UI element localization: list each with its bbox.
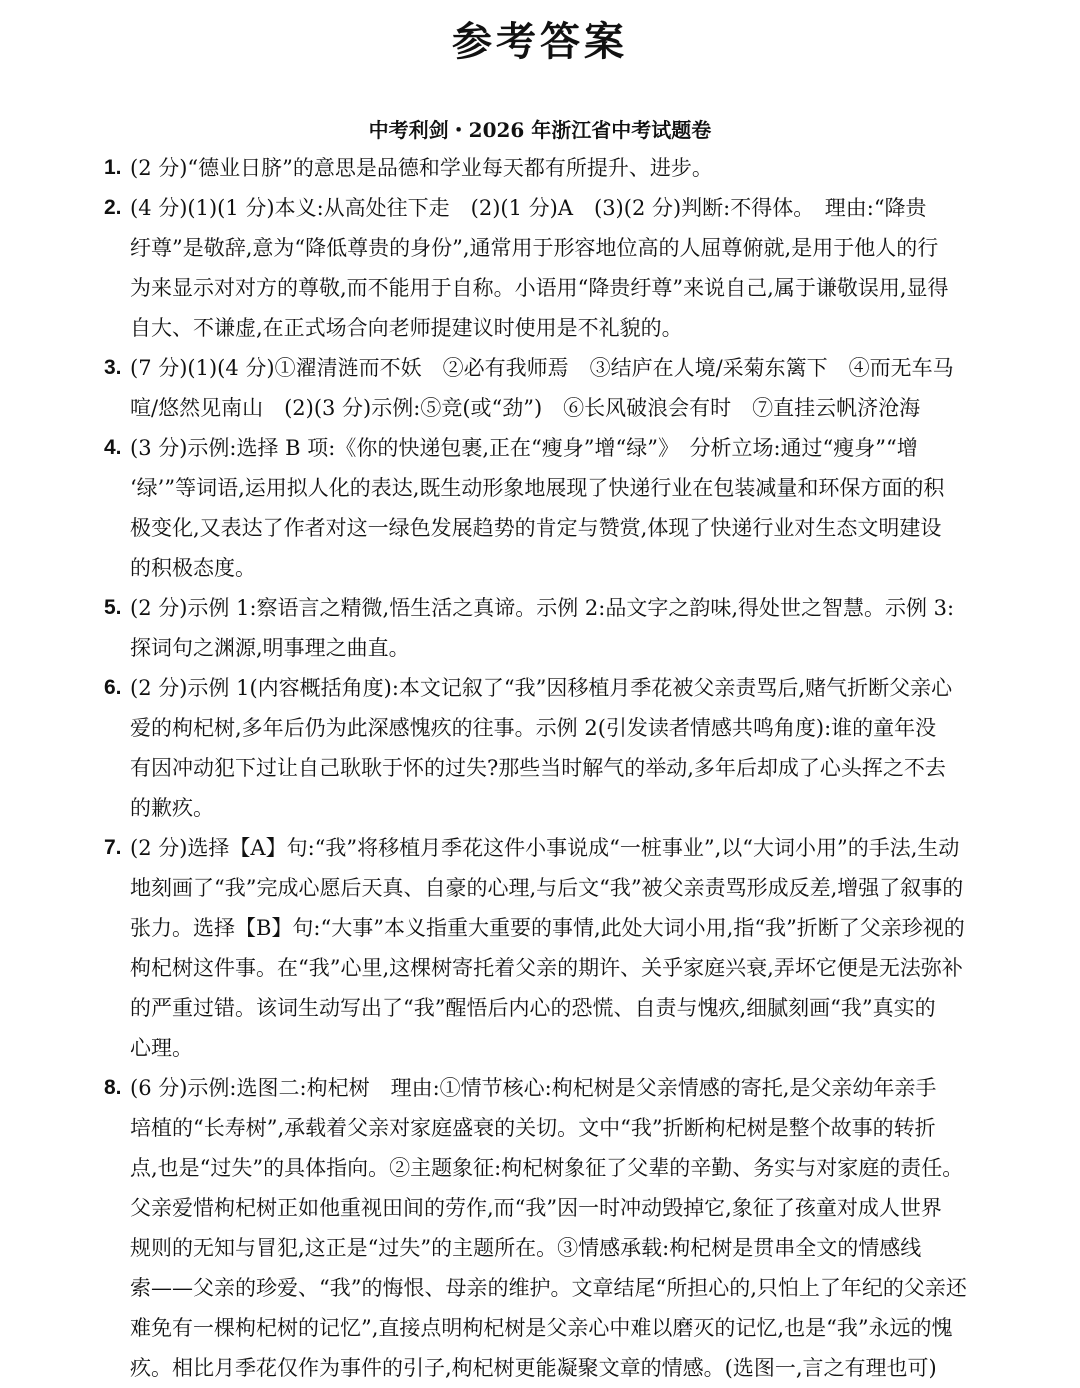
answer-text-line: 的积极态度。	[130, 556, 256, 580]
page-title: 参考答案	[452, 18, 628, 65]
answer-text-line: 探词句之渊源,明事理之曲直。	[130, 636, 410, 660]
answer-text-line: 索——父亲的珍爱、“我”的悔恨、母亲的维护。文章结尾“所担心的,只怕上了年纪的父亲还	[130, 1276, 967, 1300]
answer-text-line: (6 分)示例:选图二:枸杞树 理由:①情节核心:枸杞树是父亲情感的寄托,是父亲幼年亲手	[130, 1076, 937, 1100]
answer-text-line: 极变化,又表达了作者对这一绿色发展趋势的肯定与赞赏,体现了快递行业对生态文明建设	[130, 516, 942, 540]
answer-text-line: 喧/悠然见南山 (2)(3 分)示例:⑤竞(或“劲”) ⑥长风破浪会有时 ⑦直挂云帆济沧海	[130, 396, 921, 420]
answer-item	[0, 668, 1080, 828]
answer-item	[0, 428, 1080, 588]
answer-text-line: 疚。相比月季花仅作为事件的引子,枸杞树更能凝聚文章的情感。(选图一,言之有理也可)	[130, 1356, 937, 1380]
answer-text-line: (2 分)示例 1(内容概括角度):本文记叙了“我”因移植月季花被父亲责骂后,赌气折断父亲心	[130, 676, 953, 700]
answer-text-line: 自大、不谦虚,在正式场合向老师提建议时使用是不礼貌的。	[130, 316, 683, 340]
answer-text-line: 的严重过错。该词生动写出了“我”醒悟后内心的恐慌、自责与愧疚,细腻刻画“我”真实的	[130, 996, 936, 1020]
answer-number: 4.	[104, 436, 122, 459]
answer-text-line: (2 分)示例 1:察语言之精微,悟生活之真谛。示例 2:品文字之韵味,得处世之智慧。示例 3:	[130, 596, 955, 620]
answer-text-line: 的歉疚。	[130, 796, 214, 820]
answer-text-line: 张力。选择【B】句:“大事”本义指重大重要的事情,此处大词小用,指“我”折断了父亲珍视的	[130, 916, 965, 940]
answer-text-line: 有因冲动犯下过让自己耿耿于怀的过失?那些当时解气的举动,多年后却成了心头挥之不去	[130, 756, 946, 780]
answer-number: 5.	[104, 596, 122, 619]
answer-number: 3.	[104, 356, 122, 379]
answer-number: 1.	[104, 156, 122, 179]
answer-text-line: (4 分)(1)(1 分)本义:从高处往下走 (2)(1 分)A (3)(2 分)判断:不得体。 理由:“降贵	[130, 196, 927, 220]
page-subtitle: 中考利剑・2026 年浙江省中考试题卷	[368, 118, 712, 142]
answer-text-line: (2 分)“德业日脐”的意思是品德和学业每天都有所提升、进步。	[130, 156, 713, 180]
answer-text-line: 纡尊”是敬辞,意为“降低尊贵的身份”,通常用于形容地位高的人屈尊俯就,是用于他人的行	[130, 236, 939, 260]
answer-text-line: 父亲爱惜枸杞树正如他重视田间的劳作,而“我”因一时冲动毁掉它,象征了孩童对成人世界	[130, 1196, 942, 1220]
answer-text-line: 点,也是“过失”的具体指向。②主题象征:枸杞树象征了父辈的辛勤、务实与对家庭的责任。	[130, 1156, 964, 1180]
answer-text-line: 规则的无知与冒犯,这正是“过失”的主题所在。③情感承载:枸杞树是贯串全文的情感线	[130, 1236, 922, 1260]
answer-item	[0, 348, 1080, 428]
answer-item	[0, 148, 1080, 188]
answer-list	[0, 148, 1080, 1388]
answer-item	[0, 828, 1080, 1068]
answer-text-line: 地刻画了“我”完成心愿后天真、自豪的心理,与后文“我”被父亲责骂形成反差,增强了叙事的	[130, 876, 964, 900]
answer-text-line: 为来显示对对方的尊敬,而不能用于自称。小语用“降贵纡尊”来说自己,属于谦敬误用,显得	[130, 276, 949, 300]
answer-number: 6.	[104, 676, 122, 699]
answer-text-line: 枸杞树这件事。在“我”心里,这棵树寄托着父亲的期许、关乎家庭兴衰,弄坏它便是无法弥补	[130, 956, 963, 980]
answer-text-line: 爱的枸杞树,多年后仍为此深感愧疚的往事。示例 2(引发读者情感共鸣角度):谁的童年没	[130, 716, 937, 740]
answer-text-line: (3 分)示例:选择 B 项:《你的快递包裹,正在“瘦身”增“绿”》 分析立场:通过“瘦身”“增	[130, 436, 918, 460]
answer-number: 2.	[104, 196, 122, 219]
answer-item	[0, 588, 1080, 668]
answer-text-line: ‘绿’”等词语,运用拟人化的表达,既生动形象地展现了快递行业在包装减量和环保方面的积	[130, 476, 945, 500]
answer-text-line: 培植的“长寿树”,承载着父亲对家庭盛衰的关切。文中“我”折断枸杞树是整个故事的转折	[130, 1116, 936, 1140]
answer-text-line: (2 分)选择【A】句:“我”将移植月季花这件小事说成“一桩事业”,以“大词小用”的手法,生动	[130, 836, 960, 860]
answer-item	[0, 1068, 1080, 1388]
answer-text-line: 心理。	[130, 1036, 193, 1060]
answer-item	[0, 188, 1080, 348]
answer-text-line: 难免有一棵枸杞树的记忆”,直接点明枸杞树是父亲心中难以磨灭的记忆,也是“我”永远的愧	[130, 1316, 953, 1340]
answer-text-line: (7 分)(1)(4 分)①濯清涟而不妖 ②必有我师焉 ③结庐在人境/采菊东篱下 ④而无车马	[130, 356, 954, 380]
answer-number: 7.	[104, 836, 122, 859]
answer-number: 8.	[104, 1076, 122, 1099]
